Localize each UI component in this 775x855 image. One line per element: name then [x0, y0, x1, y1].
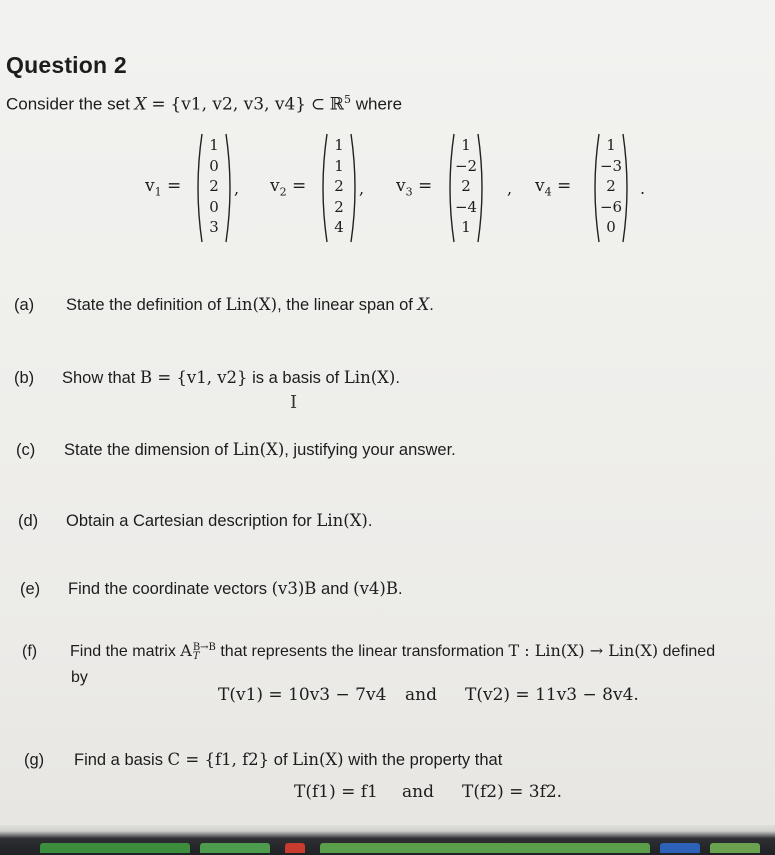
part-a-math-1: Lin(X)	[225, 295, 278, 314]
vector-equals: =	[418, 176, 433, 196]
vector-entry: 1	[209, 136, 219, 154]
part-f-display-right: T(v2) = 11v3 − 8v4.	[465, 685, 639, 705]
part-e-math-2: (v4)B	[353, 579, 398, 598]
part-d	[18, 511, 372, 531]
vector-equals: =	[167, 176, 182, 196]
intro-post: where	[355, 94, 403, 114]
text-cursor-icon: I	[290, 392, 298, 413]
right-parenthesis	[350, 133, 359, 243]
right-parenthesis	[225, 133, 234, 243]
vector-separator: ,	[507, 179, 513, 198]
vector-label-v3	[396, 176, 432, 198]
vector-entry: 2	[334, 177, 344, 195]
part-e-text-3: .	[397, 580, 403, 598]
part-g	[24, 750, 502, 770]
vector-equals: =	[292, 176, 307, 196]
part-f-matrix-sup: B→B	[192, 641, 216, 653]
part-g-display-right: T(f2) = 3f2.	[462, 782, 563, 802]
part-f-math-2: T : Lin(X) → Lin(X)	[508, 641, 659, 660]
taskbar-item	[40, 843, 190, 853]
vector-entry: 1	[606, 136, 616, 154]
vector-equals: =	[557, 176, 572, 196]
vector-separator: ,	[359, 179, 365, 198]
part-g-display-and: and	[402, 782, 434, 802]
vector-entry: −3	[599, 156, 623, 175]
part-f-text-1: Find the matrix	[70, 643, 181, 660]
part-a-text-3: .	[429, 296, 434, 314]
part-c-math-1: Lin(X)	[232, 440, 285, 459]
part-a	[14, 295, 434, 315]
vector-label-v2	[270, 176, 306, 198]
part-a-text-1: State the definition of	[66, 296, 226, 314]
part-f-label: (f)	[22, 643, 38, 660]
taskbar-item	[200, 843, 270, 853]
taskbar-item	[660, 843, 700, 853]
taskbar-item	[710, 843, 760, 853]
vector-entry: 0	[209, 156, 219, 175]
part-f-text-2: that represents the linear transformation	[215, 643, 509, 660]
vector-definitions	[0, 125, 775, 255]
part-c	[16, 440, 456, 460]
part-a-text-2: , the linear span of	[277, 296, 418, 314]
part-c-label: (c)	[16, 441, 36, 459]
set-eq: =	[151, 94, 166, 115]
right-parenthesis	[622, 133, 631, 243]
space-symbol: ℝ	[329, 94, 344, 115]
vector-name: v	[270, 176, 280, 196]
set-lhs: X	[134, 94, 147, 115]
vector-name: v	[145, 176, 155, 196]
part-a-math-2: X	[417, 295, 430, 314]
column-vector-v3	[453, 133, 479, 241]
vector-name: v	[535, 176, 545, 196]
part-f-text-3: defined	[658, 643, 716, 660]
taskbar-item	[320, 843, 650, 853]
intro-pre: Consider the set	[6, 94, 130, 114]
vector-entry: 1	[461, 136, 471, 154]
part-f-matrix-sub: T	[192, 650, 200, 662]
part-e	[20, 579, 403, 599]
vector-subscript: 1	[154, 185, 162, 199]
taskbar-item	[285, 843, 305, 853]
page-title: Question 2	[6, 52, 127, 78]
device-bottom-bar	[0, 825, 775, 855]
part-g-display-left: T(f1) = f1	[294, 782, 378, 802]
vector-subscript: 2	[279, 185, 287, 199]
vector-entry: 1	[334, 136, 344, 154]
part-g-label: (g)	[24, 751, 45, 769]
part-a-label: (a)	[14, 296, 35, 314]
column-vector-v4	[598, 133, 624, 241]
vector-separator: .	[640, 179, 646, 198]
part-d-text-1: Obtain a Cartesian description for	[66, 512, 317, 530]
vector-entry: 1	[461, 218, 471, 236]
part-g-text-2: of	[269, 751, 293, 769]
part-b-text-1: Show that	[62, 369, 140, 387]
part-f-display-and: and	[405, 685, 437, 705]
space-exponent: 5	[343, 93, 351, 106]
part-c-text-1: State the dimension of	[64, 441, 233, 459]
vector-entry: −4	[454, 197, 478, 216]
part-b-math-2: Lin(X)	[343, 368, 396, 387]
part-g-math-2: Lin(X)	[292, 750, 344, 769]
part-d-text-2: .	[367, 512, 373, 530]
part-b-math-1: B = {v1, v2}	[139, 368, 248, 387]
vector-entry: 0	[606, 218, 616, 236]
part-g-text-1: Find a basis	[74, 751, 168, 769]
vector-entry: 4	[334, 218, 344, 236]
vector-entry: 2	[606, 177, 616, 195]
intro-line	[6, 93, 402, 115]
part-f-display-left: T(v1) = 10v3 − 7v4	[218, 685, 387, 705]
part-e-label: (e)	[20, 580, 41, 598]
vector-entry: 2	[334, 197, 344, 216]
vector-entry: 2	[461, 177, 471, 195]
set-elements: v1, v2, v3, v4	[181, 94, 296, 115]
column-vector-v2	[326, 133, 352, 241]
part-f	[22, 641, 715, 661]
part-f-matrix-symbol: A	[180, 641, 192, 660]
vector-separator: ,	[234, 179, 240, 198]
part-f-matrix	[180, 641, 216, 660]
subset-symbol: ⊂	[310, 94, 326, 115]
vector-entry: 0	[209, 197, 219, 216]
part-g-text-3: with the property that	[343, 751, 503, 769]
set-brace-close: }	[295, 94, 307, 115]
part-b	[14, 368, 400, 388]
part-f-by: by	[71, 669, 88, 686]
column-vector-v1	[201, 133, 227, 241]
part-e-text-1: Find the coordinate vectors	[68, 580, 272, 598]
vector-entry: −2	[454, 156, 478, 175]
set-brace-open: {	[170, 94, 182, 115]
part-d-math-1: Lin(X)	[316, 511, 368, 530]
part-e-math-1: (v3)B	[271, 579, 317, 598]
vector-subscript: 3	[405, 185, 413, 199]
vector-entry: −6	[599, 197, 623, 216]
part-c-text-2: , justifying your answer.	[284, 441, 456, 459]
vector-label-v4	[535, 176, 571, 198]
vector-label-v1	[145, 176, 181, 198]
vector-name: v	[396, 176, 406, 196]
part-b-text-3: .	[395, 369, 400, 387]
vector-entry: 3	[209, 218, 219, 236]
vector-subscript: 4	[544, 185, 552, 199]
part-b-label: (b)	[14, 369, 35, 387]
part-g-math-1: C = {f1, f2}	[167, 750, 270, 769]
part-e-text-2: and	[316, 580, 354, 598]
vector-entry: 2	[209, 177, 219, 195]
part-b-text-2: is a basis of	[247, 369, 344, 387]
part-d-label: (d)	[18, 512, 39, 530]
right-parenthesis	[477, 133, 486, 243]
vector-entry: 1	[334, 156, 344, 175]
